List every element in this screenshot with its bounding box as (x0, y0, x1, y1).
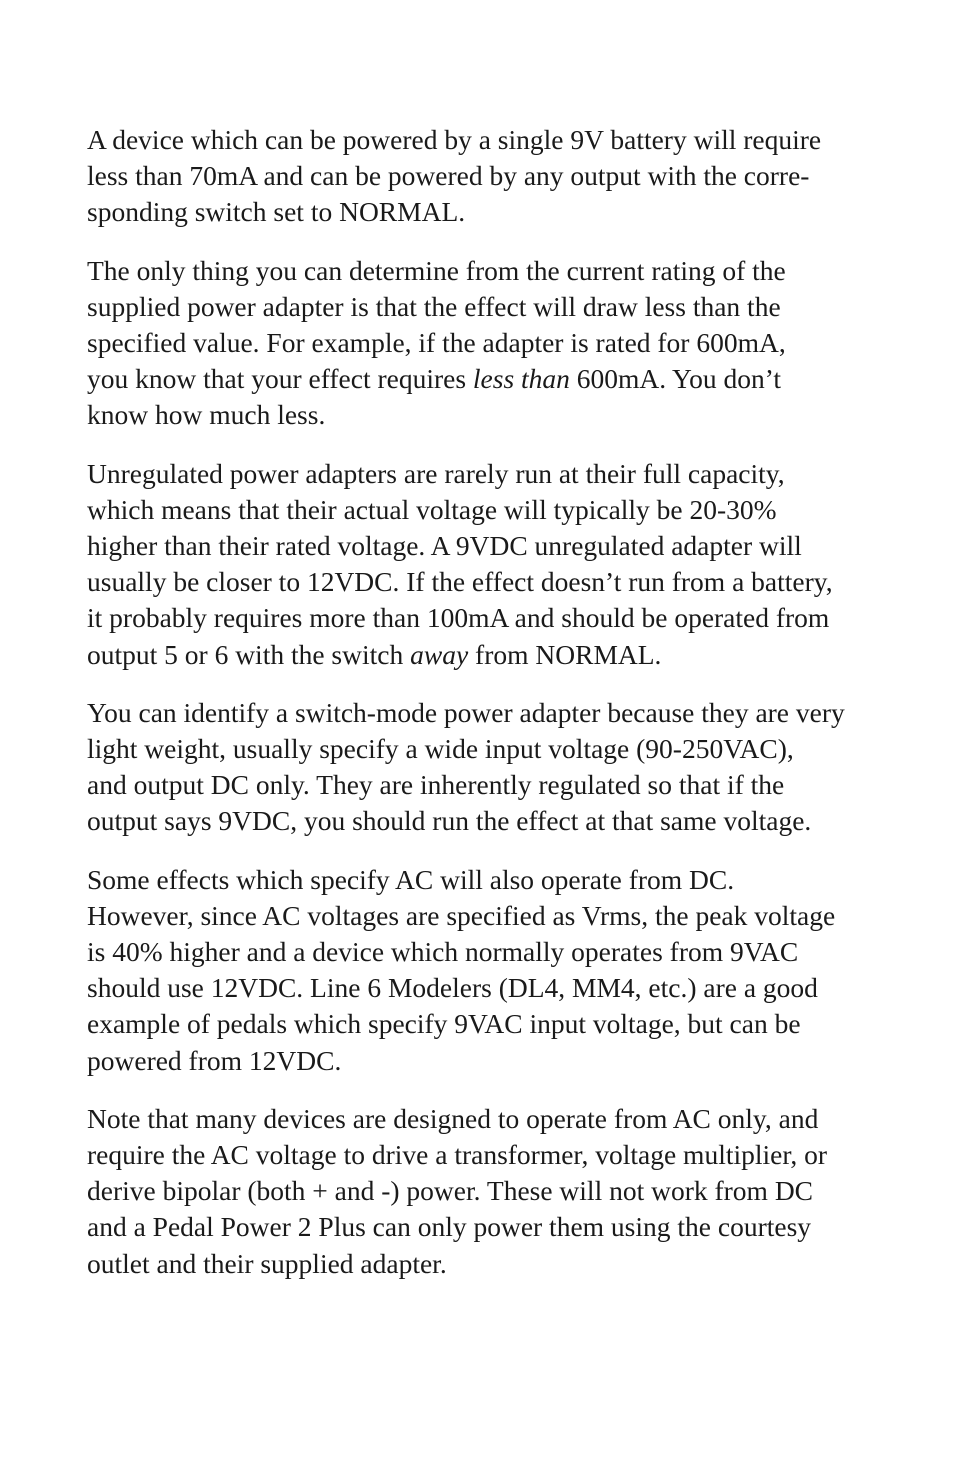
text-line (87, 1006, 887, 1042)
text-line (87, 289, 887, 325)
text-run: and a Pedal Power 2 Plus can only power them using the courtesy (87, 1211, 812, 1243)
text-line (87, 1043, 887, 1079)
text-run: specified value. For example, if the adapter is rated for 600mA, (87, 327, 786, 359)
text-run: derive bipolar (both + and -) power. These will not work from DC (87, 1175, 814, 1207)
text-run: is 40% higher and a device which normally operates from 9VAC (87, 936, 799, 968)
text-line (87, 564, 887, 600)
text-line (87, 898, 887, 934)
text-line (87, 1209, 887, 1245)
paragraph (87, 122, 887, 231)
paragraph (87, 862, 887, 1079)
text-run: 600mA. You don’t (569, 363, 782, 395)
text-line (87, 397, 887, 433)
text-run: Some effects which specify AC will also operate from DC. (87, 863, 735, 895)
document-page (87, 122, 887, 1304)
text-run: The only thing you can determine from the current rating of the (87, 254, 786, 286)
text-line (87, 934, 887, 970)
text-run: and output DC only. They are inherently regulated so that if the (87, 769, 785, 801)
paragraph (87, 456, 887, 673)
text-line (87, 1137, 887, 1173)
text-run: usually be closer to 12VDC. If the effect doesn’t run from a battery, (87, 566, 833, 598)
text-line (87, 361, 887, 397)
text-line (87, 803, 887, 839)
text-line (87, 637, 887, 673)
body-text (87, 122, 887, 1282)
text-line (87, 970, 887, 1006)
text-line (87, 1101, 887, 1137)
text-line (87, 194, 887, 230)
text-line (87, 325, 887, 361)
text-line (87, 456, 887, 492)
text-line (87, 862, 887, 898)
text-run: Unregulated power adapters are rarely run at their full capacity, (87, 457, 785, 489)
text-line (87, 158, 887, 194)
text-run: A device which can be powered by a single 9V battery will require (87, 124, 822, 155)
text-run: However, since AC voltages are specified as Vrms, the peak voltage (87, 899, 836, 931)
text-run: sponding switch set to NORMAL. (87, 196, 466, 228)
text-run: example of pedals which specify 9VAC input voltage, but can be (87, 1008, 801, 1040)
text-run: should use 12VDC. Line 6 Modelers (DL4, MM4, etc.) are a good (87, 972, 818, 1004)
text-line (87, 1173, 887, 1209)
text-run: outlet and their supplied adapter. (87, 1247, 447, 1279)
text-line (87, 600, 887, 636)
text-line (87, 695, 887, 731)
emphasized-text: away (410, 638, 469, 670)
text-line (87, 492, 887, 528)
text-line (87, 528, 887, 564)
text-line (87, 767, 887, 803)
text-run: Note that many devices are designed to operate from AC only, and (87, 1102, 819, 1134)
text-run: powered from 12VDC. (87, 1044, 342, 1076)
text-run: know how much less. (87, 399, 326, 431)
text-run: it probably requires more than 100mA and should be operated from (87, 602, 830, 634)
emphasized-text: less than (472, 363, 570, 395)
paragraph (87, 695, 887, 840)
text-run: which means that their actual voltage will typically be 20-30% (87, 493, 777, 525)
text-run: You can identify a switch-mode power adapter because they are very (87, 696, 845, 728)
text-run: require the AC voltage to drive a transformer, voltage multiplier, or (87, 1139, 828, 1171)
text-run: supplied power adapter is that the effect will draw less than the (87, 290, 781, 322)
text-line (87, 1246, 887, 1282)
text-run: less than 70mA and can be powered by any output with the corre- (87, 160, 810, 192)
paragraph (87, 253, 887, 434)
text-run: output says 9VDC, you should run the effect at that same voltage. (87, 805, 812, 837)
text-run: output 5 or 6 with the switch (87, 638, 411, 670)
text-line (87, 122, 887, 158)
text-run: higher than their rated voltage. A 9VDC unregulated adapter will (87, 530, 802, 562)
text-run: light weight, usually specify a wide input voltage (90-250VAC), (87, 733, 794, 765)
paragraph (87, 1101, 887, 1282)
text-line (87, 731, 887, 767)
text-run: from NORMAL. (468, 638, 662, 670)
text-line (87, 253, 887, 289)
text-run: you know that your effect requires (87, 363, 473, 395)
